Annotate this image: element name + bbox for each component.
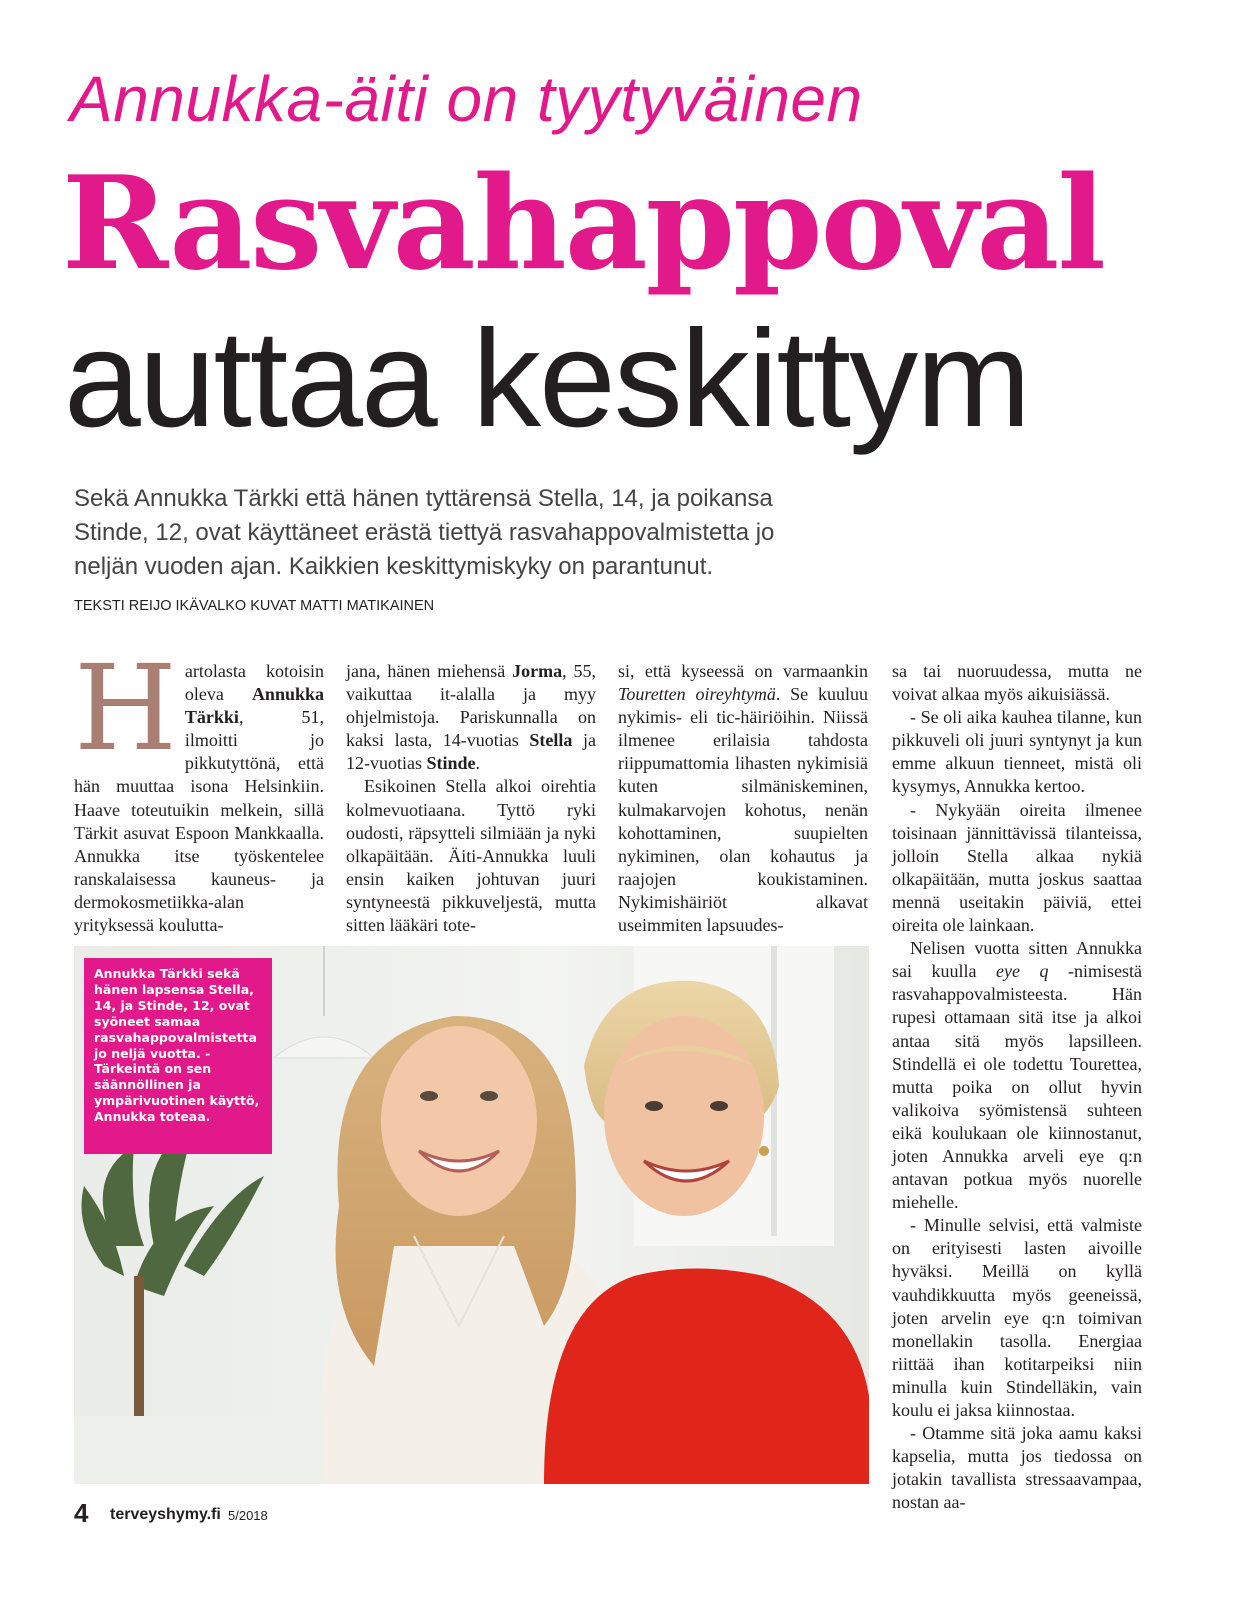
person-name: Annukka Tärkki bbox=[184, 684, 324, 728]
person-name: Stinde bbox=[426, 753, 476, 774]
body-paragraph: Nelisen vuotta sitten Annukka sai kuulla eye q -nimisestä rasvahappovalmisteesta. Hän rupesi ottamaan sitä itse ja alkoi antaa sitä myös lapsilleen. Stindellä ei ole todettu Tourettea, mutta poika on ollut hyvin valikoiva syömistensä suhteen eikä koulukaan ole kiinnostanut, joten Annukka arveli eye q:n antavan potkua myös nuorelle miehelle. bbox=[892, 938, 1142, 1213]
emphasis: Touretten oireyhtymä bbox=[618, 684, 776, 705]
issue-number: 5/2018 bbox=[228, 1508, 268, 1523]
body-paragraph: Hartolasta kotoisin oleva Annukka Tärkki, 51, ilmoitti jo pikkutyttönä, että hän muuttaa isona Helsinkiin. Haave toteutuikin melkein, sillä Tärkit asuvat Espoon Mankkaalla. Annukka itse työskentelee ranskalaisessa kauneus- ja dermokosmetiikka-alan yrityksessä koulutta- bbox=[74, 639, 324, 936]
body-column-1 bbox=[74, 639, 324, 937]
body-column-4 bbox=[892, 660, 1142, 1514]
body-paragraph: Esikoinen Stella alkoi oirehtia kolmevuotiaana. Tyttö ryki oudosti, räpsytteli silmiään ja nyki olkapäitään. Äiti-Annukka luuli ensin kaiken johtuvan juuri syntyneestä pikkuveljestä, mutta sitten lääkäri tote- bbox=[346, 776, 596, 936]
person-name: Jorma bbox=[512, 661, 563, 681]
page-number: 4 bbox=[74, 1498, 89, 1528]
body-column-3 bbox=[618, 660, 868, 937]
magazine-site: terveyshymy.fi bbox=[110, 1506, 221, 1523]
body-paragraph: - Otamme sitä joka aamu kaksi kapselia, mutta jos tiedossa on jotakin tavallista stressaavampaa, nostan aa- bbox=[892, 1423, 1142, 1513]
photo-caption: Annukka Tärkki sekä hänen lapsensa Stella, 14, ja Stinde, 12, ovat syöneet samaa rasvahappovalmistetta jo neljä vuotta. - Tärkeintä on sen säännöllinen ja ympärivuotinen käyttö, Annukka toteaa. bbox=[84, 958, 272, 1154]
kicker: Annukka-äiti on tyytyväinen bbox=[70, 63, 863, 135]
body-paragraph: sa tai nuoruudessa, mutta ne voivat alkaa myös aikuisiässä. bbox=[892, 661, 1142, 705]
body-paragraph: si, että kyseessä on varmaankin Touretten oireyhtymä. Se kuuluu nykimis- eli tic-häiriöihin. Niissä ilmenee erilaisia tahdosta riippumattomia lihasten nykimisiä kuten silmäniskeminen, kulmakarvojen kohotus, nenän kohottaminen, suupielten nykiminen, olan kohautus ja raajojen koukistaminen. Nykimishäiriöt alkavat useimmiten lapsuudes- bbox=[618, 661, 868, 936]
product-name: eye q bbox=[996, 961, 1049, 982]
byline-credits: TEKSTI REIJO IKÄVALKO KUVAT MATTI MATIKAINEN bbox=[74, 598, 435, 614]
body-paragraph: - Minulle selvisi, että valmiste on erityisesti lasten aivoille hyväksi. Meillä on kyllä vauhdikkuutta myös geeneissä, joten arvelin eye q:n toimivan monellakin tasolla. Energiaa riittää ihan kotitarpeiksi niin minulla kuin Stindelläkin, vain koulu ei jaksa kiinnostaa. bbox=[892, 1215, 1142, 1420]
headline-line-2: auttaa keskittym bbox=[64, 302, 1030, 456]
body-paragraph: - Nykyään oireita ilmenee toisinaan jännittävissä tilanteissa, jolloin Stella alkaa nykiä olkapäitään, mutta joskus saattaa mennä useitakin päiviä, ettei oireita ole lainkaan. bbox=[892, 799, 1142, 936]
body-paragraph: jana, hänen miehensä Jorma, 55, vaikuttaa it-alalla ja myy ohjelmistoja. Pariskunnalla on kaksi lasta, 14-vuotias Stella ja 12-vuotias Stinde. bbox=[346, 661, 597, 774]
headline-line-1: Rasvahappoval bbox=[62, 149, 1104, 299]
body-column-2 bbox=[346, 660, 596, 937]
drop-cap: H bbox=[74, 639, 177, 777]
person-name: Stella bbox=[529, 730, 573, 751]
lead-paragraph: Sekä Annukka Tärkki että hänen tyttärensä Stella, 14, ja poikansa Stinde, 12, ovat käyttäneet erästä tiettyä rasvahappovalmistetta jo neljän vuoden ajan. Kaikkien keskittymiskyky on parantunut. bbox=[74, 485, 775, 580]
body-paragraph: - Se oli aika kauhea tilanne, kun pikkuveli oli juuri syntynyt ja kun emme alkuun tienneet, mistä oli kysymys, Annukka kertoo. bbox=[892, 707, 1142, 797]
